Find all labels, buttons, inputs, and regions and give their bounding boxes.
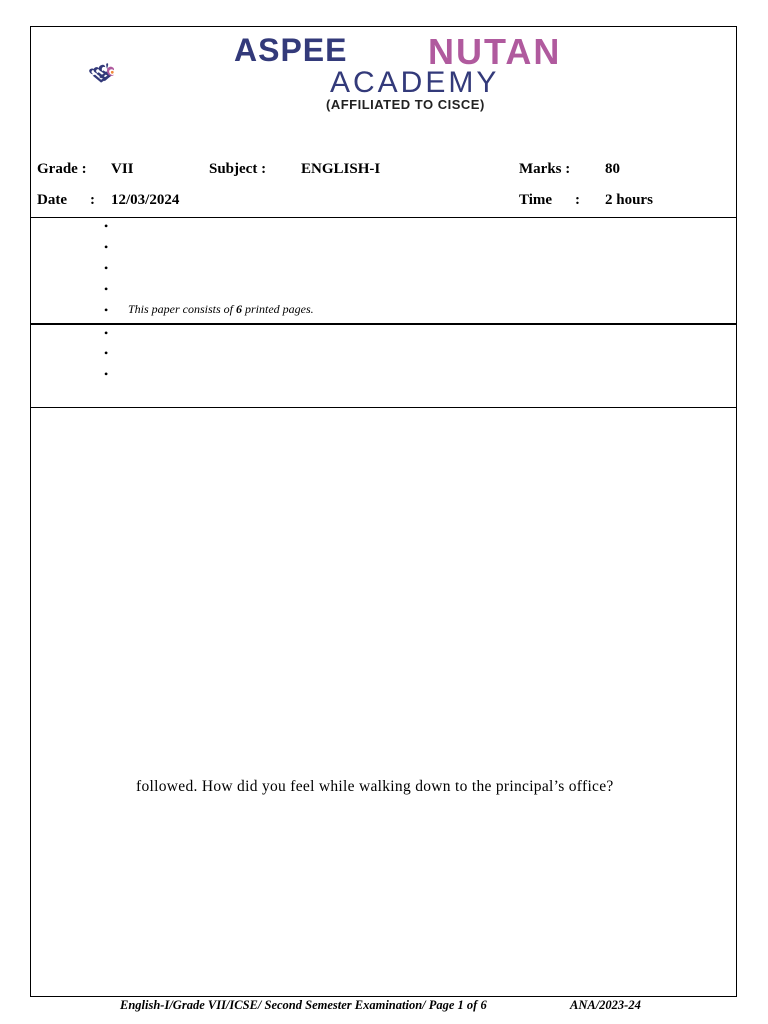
footer-code: ANA/2023-24: [570, 998, 641, 1012]
divider-body: [31, 407, 737, 408]
subject-value: ENGLISH-I: [301, 161, 381, 177]
date-label: Date: [37, 192, 67, 208]
grade-label: Grade :: [37, 161, 87, 177]
page-frame: [30, 26, 737, 997]
instruction-bullet: •: [104, 303, 109, 317]
instruction-bullet: •: [104, 282, 109, 296]
logo-tagline: (AFFILIATED TO CISCE): [326, 97, 485, 112]
date-colon: :: [90, 192, 95, 208]
instruction-bullet: •: [104, 261, 109, 275]
logo-text-nutan: NUTAN: [428, 31, 562, 72]
instruction-pages: This paper consists of 6 printed pages.: [128, 302, 314, 316]
time-label: Time: [519, 192, 553, 208]
divider-instructions: [31, 323, 737, 325]
instruction-bullet: •: [104, 346, 109, 360]
instruction-bullet: •: [104, 219, 109, 233]
school-logo-emblem: [88, 28, 228, 118]
footer-exam-info: English-I/Grade VII/ICSE/ Second Semester Examination/ Page 1 of 6: [120, 998, 487, 1012]
divider-header: [31, 217, 737, 218]
question-text: followed. How did you feel while walking down to the principal’s office?: [136, 778, 614, 795]
instruction-bullet: •: [104, 240, 109, 254]
marks-label: Marks :: [519, 161, 571, 177]
logo-text-aspee: ASPEE: [234, 32, 348, 68]
subject-label: Subject :: [209, 161, 267, 177]
logo-text-academy: ACADEMY: [330, 66, 500, 99]
time-value: 2 hours: [605, 192, 653, 208]
date-value: 12/03/2024: [111, 192, 180, 208]
instruction-bullet: •: [104, 367, 109, 381]
instruction-bullet: •: [104, 326, 109, 340]
marks-value: 80: [605, 161, 620, 177]
grade-value: VII: [111, 161, 134, 177]
time-colon: :: [575, 192, 580, 208]
